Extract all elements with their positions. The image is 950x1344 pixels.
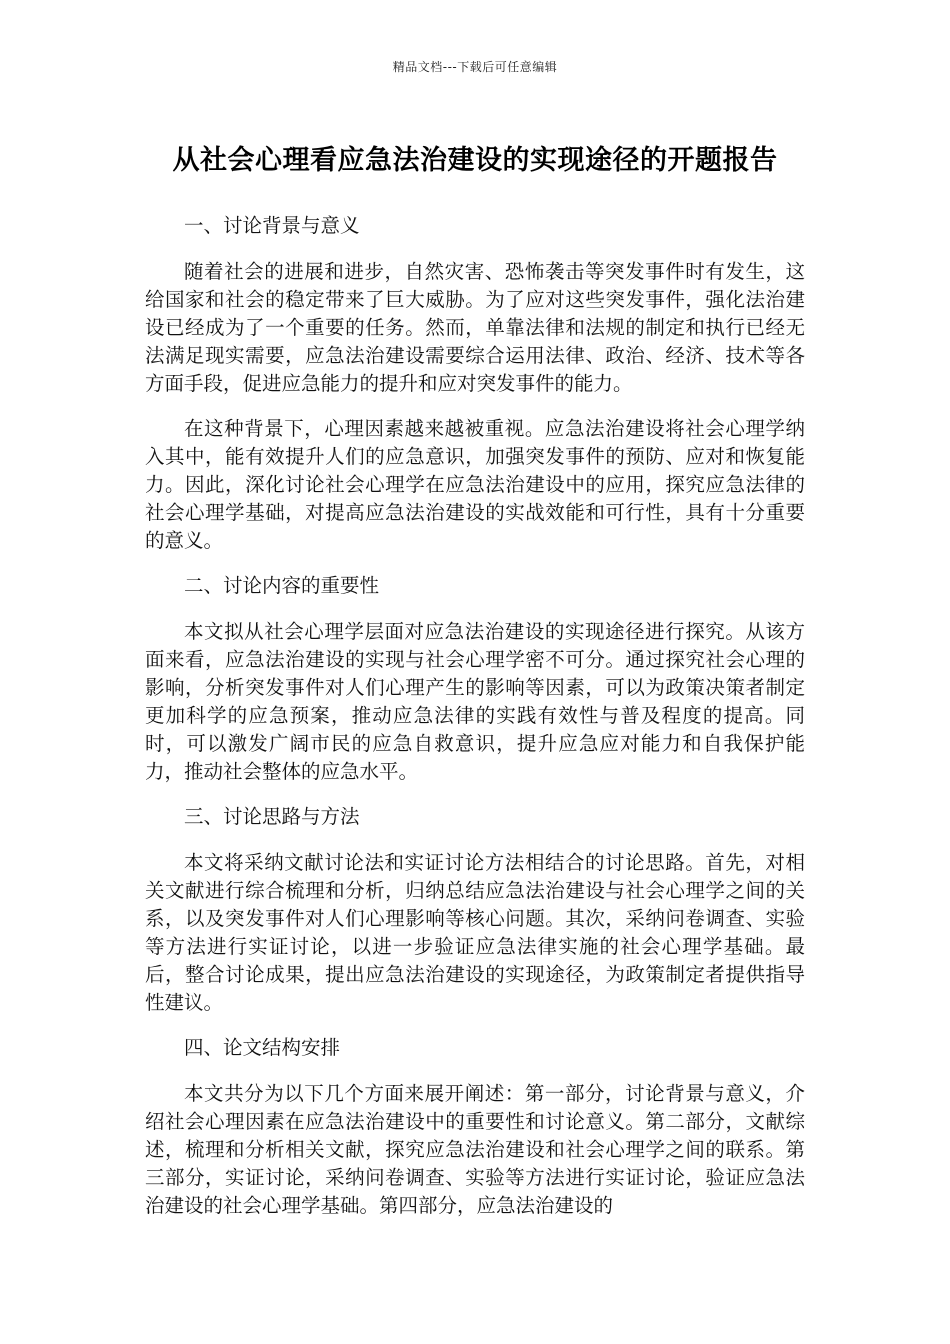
paragraph: 在这种背景下，心理因素越来越被重视。应急法治建设将社会心理学纳入其中，能有效提升人们的应急意识，加强突发事件的预防、应对和恢复能力。因此，深化讨论社会心理学在应急法治建设中的应用，探究应急法律的社会心理学基础，对提高应急法治建设的实战效能和可行性，具有十分重要的意义。: [145, 417, 805, 552]
paragraph: 本文将采纳文献讨论法和实证讨论方法相结合的讨论思路。首先，对相关文献进行综合梳理和分析，归纳总结应急法治建设与社会心理学之间的关系，以及突发事件对人们心理影响等核心问题。其次，采纳问卷调查、实验等方法进行实证讨论，以进一步验证应急法律实施的社会心理学基础。最后，整合讨论成果，提出应急法治建设的实现途径，为政策制定者提供指导性建议。: [145, 851, 805, 1014]
paragraph: 本文共分为以下几个方面来展开阐述：第一部分，讨论背景与意义，介绍社会心理因素在应急法治建设中的重要性和讨论意义。第二部分，文献综述，梳理和分析相关文献，探究应急法治建设和社会心理学之间的联系。第三部分，实证讨论，采纳问卷调查、实验等方法进行实证讨论，验证应急法治建设的社会心理学基础。第四部分，应急法治建设的: [145, 1082, 805, 1217]
section-heading: 四、论文结构安排: [184, 1036, 341, 1059]
section-heading: 一、讨论背景与意义: [184, 214, 360, 237]
document-body: [145, 212, 805, 1237]
page-header-note: 精品文档---下载后可任意编辑: [392, 60, 558, 74]
section-background: [145, 212, 805, 555]
paragraph: 随着社会的进展和进步，自然灾害、恐怖袭击等突发事件时有发生，这给国家和社会的稳定带来了巨大威胁。为了应对这些突发事件，强化法治建设已经成为了一个重要的任务。然而，单靠法律和法规的制定和执行已经无法满足现实需要，应急法治建设需要综合运用法律、政治、经济、技术等各方面手段，促进应急能力的提升和应对突发事件的能力。: [145, 260, 805, 395]
document-title: 从社会心理看应急法治建设的实现途径的开题报告: [172, 145, 778, 176]
paragraph: 本文拟从社会心理学层面对应急法治建设的实现途径进行探究。从该方面来看，应急法治建设的实现与社会心理学密不可分。通过探究社会心理的影响，分析突发事件对人们心理产生的影响等因素，可以为政策决策者制定更加科学的应急预案，推动应急法律的实践有效性与普及程度的提高。同时，可以激发广阔市民的应急自救意识，提升应急应对能力和自我保护能力，推动社会整体的应急水平。: [145, 620, 805, 783]
section-importance: [145, 572, 805, 786]
section-method: [145, 803, 805, 1017]
section-heading: 三、讨论思路与方法: [184, 805, 360, 828]
section-structure: [145, 1034, 805, 1220]
section-heading: 二、讨论内容的重要性: [184, 574, 380, 597]
